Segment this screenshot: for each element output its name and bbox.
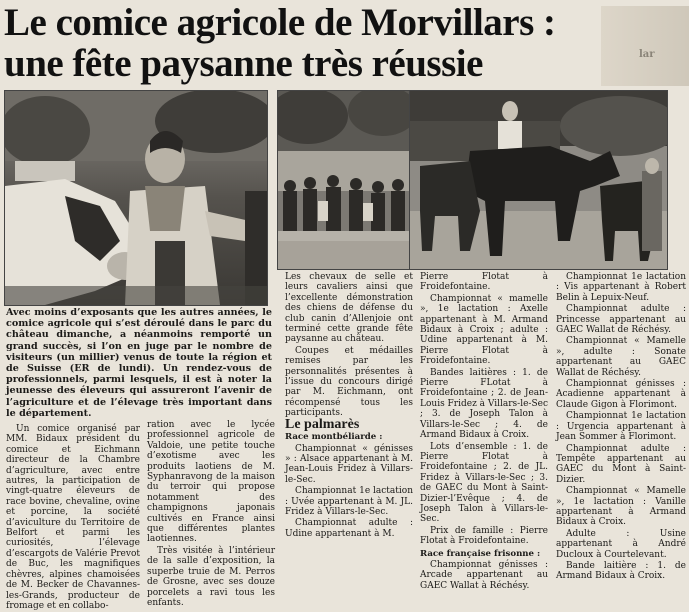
- award-item: Championnat « mamelle », 1e lactation : Axelle appartenant à M. Armand Bidaux à Croix ; adulte : Udine appartenant à M. Pierre Flotat à Froidefontaine.: [420, 293, 548, 367]
- headline: [4, 2, 604, 84]
- body-column-2: [147, 420, 275, 609]
- award-item: Bandes laitières : 1. de Pierre FLotat à Froidefontaine ; 2. de Jean-Louis Fridez à Villars-le-Sec ; 3. de Joseph Talon à Villars-le-Sec ; 4. de Armand Bidaux à Croix.: [420, 367, 548, 441]
- paragraph: Coupes et médailles remises par les personnalités présentes à l’issue du concours dirigé par M. Eichmann, ont récompensé tous les participants.: [285, 345, 413, 419]
- award-item: Championnat « Mamelle », 1e lactation : Vanille appartenant à Armand Bidaux à Croix.: [556, 486, 686, 528]
- award-item: Bande laitière : 1. de Armand Bidaux à Croix.: [556, 560, 686, 582]
- award-item: Championnat adulte : Tempête appartenant au GAEC du Mont à Saint-Dizier.: [556, 443, 686, 485]
- paragraph: ration avec le lycée professionnel agricole de Valdoie, une petite touche d’exotisme avec les produits laotiens de M. Syphanravong de la maison du terroir qui propose notamment des champignons japonais cultivés en France ainsi que différentes plantes laotiennes.: [147, 420, 275, 545]
- award-item: Championnat génisses : Arcade appartenant au GAEC Wallat à Réchésy.: [420, 559, 548, 591]
- body-column-3: [285, 272, 413, 540]
- award-item: Championnat adulte : Udine appartenant à M.: [285, 518, 413, 539]
- award-item: Adulte : Usine appartenant à André Ducloux à Courtelevant.: [556, 528, 686, 560]
- award-item: Championnat 1e lactation : Vis appartenant à Robert Belin à Lepuix-Neuf.: [556, 272, 686, 303]
- lead-paragraph: [6, 307, 272, 420]
- award-item: Lots d’ensemble : 1. de Pierre Flotat à Froidefontaine ; 2. de JL. Fridez à Villars-le-Sec ; 3. de GAEC du Mont à Saint-Dizier-l’Evêque ; 4. de Joseph Talon à Villars-le-Sec.: [420, 441, 548, 525]
- headline-line-1: Le comice agricole de Morvillars :: [4, 1, 556, 44]
- paragraph: Les chevaux de selle et leurs cavaliers ainsi que l’excellente démonstration des chiens de défense du club canin d’Allenjoie ont terminé cette grande fête paysanne au château.: [285, 272, 413, 345]
- photo-horses: [409, 90, 668, 270]
- photo-man-with-cow: [4, 90, 268, 306]
- palmares-title: Le palmarès: [285, 416, 360, 432]
- adjacent-article-edge: [601, 6, 689, 86]
- body-column-1: [6, 424, 140, 612]
- award-item: Championnat 1e lactation : Uvée appartenant à M. JL. Fridez à Villars-le-Sec.: [285, 486, 413, 517]
- body-column-4: [420, 272, 548, 592]
- award-item: Pierre Flotat à Froidefontaine.: [420, 272, 548, 293]
- award-item: Championnat 1e lactation : Urgencia appartenant à Jean Sommer à Florimont.: [556, 411, 686, 443]
- award-item: Championnat génisses : Acadienne appartenant à Claude Gigon à Florimont.: [556, 379, 686, 410]
- category-heading: Race française frisonne :: [420, 548, 541, 559]
- award-item: Championnat « Mamelle », adulte : Sonate appartenant au GAEC Wallat de Réchésy.: [556, 336, 686, 378]
- headline-line-2: une fête paysanne très réussie: [4, 42, 483, 85]
- award-item: Prix de famille : Pierre Flotat à Froidefontaine.: [420, 525, 548, 547]
- paragraph: Un comice organisé par MM. Bidaux président du comice et Eichmann directeur de la Chambre d’agriculture, avec entre autres, la participation de vingt-quatre éleveurs de race bovine, chevaline, ovine et porcine, la société d’aviculture du Territoire de Belfort et parmi les curiosités, l’élevage d’escargots de Valérie Prevot de Buc, les magnifiques chèvres, alpines chamoisées de M. Becker de Chavannes-les-Grands, producteur de fromage et en collabo-: [6, 424, 140, 611]
- category-heading: Race montbéliarde :: [285, 432, 383, 443]
- lead-text: Avec moins d’exposants que les autres années, le comice agricole qui s’est déroulé dans le parc du château dimanche, a néanmoins remporté un grand succès, si l’on en juge par le nombre de visiteurs (un millier) venus de toute la région et de Suisse (ER de lundi). Un rendez-vous de professionnels, parmi lesquels, il est à noter la jeunesse des éleveurs qui assureront l’avenir de l’agriculture et de l’élevage très important dans le département.: [6, 307, 272, 419]
- paragraph: Très visitée à l’intérieur de la salle d’exposition, la superbe truie de M. Perros de Grosne, avec ses douze porcelets a ravi tous les enfants.: [147, 545, 275, 608]
- adjacent-article-text: lar: [639, 49, 655, 60]
- body-column-5: [556, 272, 686, 583]
- photo-crowd: [277, 90, 411, 270]
- award-item: Championnat adulte : Princesse appartenant au GAEC Wallat de Réchésy.: [556, 304, 686, 336]
- award-item: Championnat « génisses » : Alsace appartenant à M. Jean-Louis Fridez à Villars-le-Sec.: [285, 443, 413, 485]
